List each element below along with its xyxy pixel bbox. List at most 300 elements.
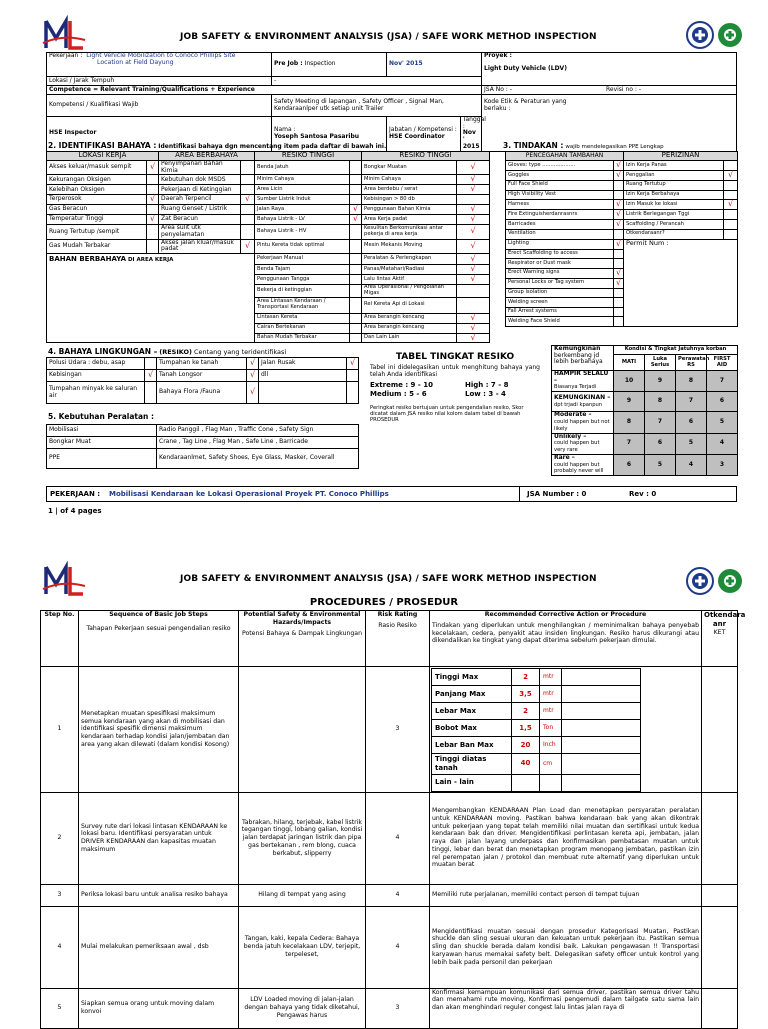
area-item: Kebutuhan dok MSDS [159, 175, 241, 185]
procedures-title: PROCEDURES / PROSEDUR [309, 597, 459, 608]
footer-pekerjaan-label: PEKERJAAN : [50, 490, 101, 498]
col-perizinan: PERIZINAN [624, 152, 738, 161]
pencegahan-item: Barricades [506, 220, 614, 230]
competence-note: Competence = Relevant Training/Qualifications + Experience [47, 86, 482, 95]
resiko1-item: Jalan Raya [255, 205, 350, 215]
resiko1-item: Pintu Kereta tidak optimal [255, 239, 350, 253]
pencegahan-item: Welding screen [506, 298, 614, 308]
perizinan-item: Otkendaraanr? [624, 230, 724, 240]
check-mark-icon: √ [614, 268, 624, 278]
col-resiko-tinggi-2: RESIKO TINGGI [362, 152, 490, 161]
check-cell [350, 284, 362, 297]
check-cell [724, 180, 738, 190]
lokasi-item: Temperatur Tinggi [47, 215, 147, 225]
pekerjaan-value: Light Vehicle Mobilization to Conoco Phillips Site [86, 52, 236, 59]
pencegahan-item: Gloves: type .................... [506, 161, 614, 171]
matrix-cell: 6 [707, 392, 738, 412]
check-cell [614, 298, 624, 308]
col-area-berbahaya: AREA BERBAHAYA [159, 152, 255, 161]
check-mark-icon: √ [724, 200, 738, 210]
pencegahan-item: Ventilation [506, 230, 614, 240]
level-low: Low : 3 - 4 [465, 390, 506, 398]
company-logo-icon [43, 18, 87, 52]
matrix-row-label: Moderate – could happen but not likely [552, 412, 614, 433]
env-tumpahan-saluran: Tumpahan minyak ke saluran air [47, 382, 145, 404]
safety-seals-icon [686, 20, 746, 50]
proyek-label: Proyek : [484, 52, 512, 59]
matrix-col: Luka Serius [645, 355, 676, 371]
check-cell [350, 275, 362, 285]
table-row [47, 185, 490, 195]
table-row [506, 190, 738, 200]
table-row: 2 Survey rute dari lokasi lintasan KENDARAAN ke lokasi baru. Identifikasi persyaratan untuk DRIVER KENDARAAN dan kapasitas muatan maksimum Tabrakan, hilang, terjebak, kabel listrik tegangan tinggi, lobang galian, kondisi jalan terdapat jaringan listrik dan pipa gas bertekanan , rem blong, cuaca berkabut, slipperry 4 Mengembangkan KENDARAAN Plan Load dan menetapkan persyaratan peralatan untuk KENDARAAN moving. Pastikan bahwa kendaraan bak yang akan dikontrak untuk pekerjaan yang tepat telah memiliki nilai muatan dan sertifikasi untuk kedua kendaraan bak dan driver. Mengidentifikasi perlintasan kereta api, jembatan, jalan raya dan jalan layang underpass dan konfirmasikan pembatasan muatan untuk tinggi, lebar dan berat dan menetapkan program menopang jembatan, pastikan izin rel perempatan jalan / protokol dan membuat rute alternatif yang diperlukan untuk muatan berat [41, 792, 738, 884]
check-cell [724, 161, 738, 171]
bahan-berbahaya: BAHAN BERBAHAYA DI AREA KERJA [47, 254, 255, 343]
resiko1-item: Bahaya Listrik - HV [255, 225, 350, 239]
resiko2-item: Bongkar Muatan [362, 161, 457, 175]
resiko1-item: Sumber Listrik Induk [255, 195, 350, 205]
pekerjaan-label: Pekerjaan : [49, 52, 83, 59]
tindakan-title: 3. TINDAKAN : wajib mendelegasikan PPE Lengkap [503, 141, 664, 150]
risk-matrix [551, 345, 737, 476]
matrix-col: Perawatan RS [676, 355, 707, 371]
col-recommended: Recommended Corrective Action or Procedure [484, 611, 647, 618]
check-mark-icon: √ [241, 195, 255, 205]
col-potential: Potential Safety & Environmental Hazards/Impacts [243, 611, 361, 626]
area-item: Daerah Terpencil [159, 195, 241, 205]
col-pencegahan: PENCEGAHAN TAMBAHAN [506, 152, 624, 161]
tabel-resiko-note: Peringkat resiko bertujuan untuk pengendalian resiko, Skor dicatat dalam JSA resiko nilai kolom dalam tabel di bawah PROSEDUR [370, 405, 524, 423]
resiko2-item: Peralatan & Perlengkapan [362, 254, 457, 265]
lokasi-item: Terperosok [47, 195, 147, 205]
check-mark-icon: √ [457, 185, 490, 195]
matrix-col: MATI [614, 355, 645, 371]
col-risk-sub: Rasio Resiko [378, 621, 417, 629]
matrix-kemungkinan: Kemungkinan [554, 345, 601, 352]
resiko2-item: Minim Cahaya [362, 175, 457, 185]
dimension-row: Bobot Max 1,5 Ton [432, 720, 641, 737]
pencegahan-item: Goggles [506, 170, 614, 180]
table-row [506, 220, 738, 230]
resiko2-item: Panas/Matahari/Radiasi [362, 265, 457, 275]
check-cell [614, 288, 624, 298]
check-cell [724, 230, 738, 240]
table-row [47, 225, 490, 239]
matrix-cell: 9 [645, 371, 676, 392]
resiko1-item: Bekerja di ketinggian [255, 284, 350, 297]
check-cell [350, 333, 362, 343]
form-date: Nov' 2015 [387, 53, 482, 77]
check-cell [241, 185, 255, 195]
identifikasi-table [46, 151, 489, 343]
dimension-row: Lebar Max 2 mtr [432, 703, 641, 720]
matrix-cell: 10 [614, 371, 645, 392]
resiko2-item: Kebisingan > 80 db [362, 195, 457, 205]
perizinan-item: Izin Masuk ke lokasi [624, 200, 724, 210]
page-title: JOB SAFETY & ENVIRONMENT ANALYSIS (JSA) / SAFE WORK METHOD INSPECTION [180, 32, 597, 42]
check-cell [614, 317, 624, 327]
matrix-row-label: Unlikely – could happen but very rare [552, 433, 614, 454]
table-row [552, 433, 738, 454]
col-resiko-tinggi-1: RESIKO TINGGI [255, 152, 362, 161]
lokasi-value: - [272, 77, 482, 86]
tabel-resiko [370, 352, 540, 423]
kompetensi-value: Safety Meeting di lapangan , Safety Officer , Signal Man, Kendaraanlper utk setiap unit Trailer [272, 95, 482, 117]
hse-inspector: HSE Inspector [47, 117, 272, 152]
resiko1-item: Minim Cahaya [255, 175, 350, 185]
check-mark-icon: √ [614, 210, 624, 220]
check-mark-icon: √ [457, 265, 490, 275]
env-polusi: Polusi Udara : debu, asap [47, 358, 145, 370]
check-mark-icon: √ [457, 215, 490, 225]
matrix-cell: 5 [645, 454, 676, 475]
check-mark-icon: √ [457, 275, 490, 285]
table-row: 4 Mulai melakukan pemeriksaan awal , dsb Tangan, kaki, kepala Cedera: Bahaya benda jatuh kecelakaan LDV, terjepit, terpeleset, 4 Mengidentifikasi muatan sesuai dengan prosedur Kategorisasi Muatan, Pastikan shuckle dan sling sesuai ukuran dan kekuatan untuk pekerjaan itu. Pastikan semua sling dan shuckle berada dalam kondisi baik. Lakukan pengawasan !! Transportasi karyawan harus memakai safety belt. Delegasikan safety officer untuk kontrol yang lebih baik pada personil dan pekerjaan [41, 906, 738, 988]
check-mark-icon: √ [247, 382, 259, 404]
resiko1-item: Benda Jatuh [255, 161, 350, 175]
check-mark-icon: √ [457, 254, 490, 265]
jabatan-label: Jabatan / Kompetensi : [389, 126, 457, 134]
matrix-cell: 8 [614, 412, 645, 433]
table-row [47, 239, 490, 253]
page1-footer [46, 486, 737, 502]
table-row [506, 161, 738, 171]
area-item: Akses jalan kluar/masuk padat [159, 239, 241, 253]
check-cell [457, 297, 490, 313]
table-row [506, 180, 738, 190]
perizinan-item: Scaffolding / Perancah [624, 220, 724, 230]
table-row [506, 200, 738, 210]
check-mark-icon: √ [247, 370, 259, 382]
permit-number: Permit Num : [624, 239, 738, 326]
col-step-no: Step No. [41, 611, 79, 667]
matrix-cell: 6 [614, 454, 645, 475]
kompetensi-label: Kompetensi / Kualifikasi Wajib [47, 95, 272, 117]
table-row [552, 371, 738, 392]
table-row [552, 392, 738, 412]
check-mark-icon: √ [457, 313, 490, 323]
resiko2-item: Lalu lintas Aktif [362, 275, 457, 285]
resiko1-item: Bahan Mudah Terbakar [255, 333, 350, 343]
tanggal-value: Nov ' 2015 [462, 129, 480, 150]
check-mark-icon: √ [457, 205, 490, 215]
table-row [47, 205, 490, 215]
env-flora-fauna: Bahaya Flora /Fauna [157, 382, 247, 404]
footer-pekerjaan-value: Mobilisasi Kendaraan ke Lokasi Operasional Proyek PT. Conoco Phillips [109, 490, 389, 498]
tanggal-label: Tanggal : [462, 116, 486, 130]
pencegahan-item: Erect Scaffolding to access [506, 249, 614, 259]
pencegahan-item: Respirator or Dust mask [506, 259, 614, 269]
dimension-row: Panjang Max 3,5 mtr [432, 686, 641, 703]
table-row [552, 412, 738, 433]
check-cell [614, 180, 624, 190]
check-mark-icon: √ [457, 161, 490, 175]
resiko2-item: Area berdebu / serat [362, 185, 457, 195]
check-cell [147, 225, 159, 239]
dimension-row: Lain - lain [432, 774, 641, 791]
check-cell [457, 284, 490, 297]
kebutuhan-table [46, 424, 358, 469]
prejob-value: Inspection [304, 60, 336, 67]
check-cell [350, 175, 362, 185]
table-row: 1 Menetapkan muatan spesifikasi maksimum semua kendaraan yang akan di mobilisasi dan identifikasi spesifik dimensi maksimum kendaraan terhadap kondisi jalan/jembatan dan area yang akan dilewati (dalam kondisi Kosong) 3 Tinggi Max 2 mtr Panjang Max 3,5 mtr Lebar Max 2 mtr Bobot Max 1,5 Ton Lebar Ban Max 20 Inch Tinggi diatas tanah 40 cm Lain - lain [41, 667, 738, 793]
table-row [47, 195, 490, 205]
check-cell [350, 239, 362, 253]
check-cell [614, 307, 624, 317]
perizinan-item: Listrik Berlegangan Tggi [624, 210, 724, 220]
kebutuhan-bongkar-value: Crane , Tag Line , Flag Man , Safe Line , Barricade [157, 437, 359, 449]
pencegahan-item: Group isolation [506, 288, 614, 298]
pekerjaan-location: Location at Field Dayung [97, 58, 174, 66]
check-mark-icon: √ [457, 333, 490, 343]
table-row [506, 210, 738, 220]
resiko2-item: Area Kerja padat [362, 215, 457, 225]
check-mark-icon: √ [457, 323, 490, 333]
col-otkendaraanr: Otkendara anr [704, 611, 746, 628]
table-row: 3 Periksa lokasi baru untuk analisa resiko bahaya Hilang di tempat yang asing 4 Memiliki rute perjalanan, memiliki contact person di tempat tujuan [41, 884, 738, 906]
resiko2-item: Dan Lain Lain [362, 333, 457, 343]
dimension-row: Lebar Ban Max 20 Inch [432, 737, 641, 754]
pencegahan-item: Fall Arrest systems [506, 307, 614, 317]
tabel-resiko-desc: Tabel ini didelegasikan untuk menghitung bahaya yang telah Anda identifikasi [370, 364, 540, 378]
footer-rev: Rev : 0 [629, 490, 657, 498]
matrix-cell: 7 [645, 412, 676, 433]
matrix-col: FIRST AID [707, 355, 738, 371]
proyek-value: Light Duty Vehicle (LDV) [484, 65, 567, 73]
check-mark-icon: √ [147, 195, 159, 205]
nama-label: Nama : [274, 126, 296, 134]
pencegahan-item: Full Face Shield [506, 180, 614, 190]
company-logo-icon [43, 564, 87, 598]
col-recommended-sub: Tindakan yang diperlukan untuk menghilangkan / meminimalkan bahaya penyebab kecelakaan, cedera, penyakit atau insiden lingkungan. Resiko harus dikurangi atau dikendalikan ke tingkat yang dapat diterima sebelum pekerjaan dimulai. [432, 621, 699, 645]
check-cell [724, 210, 738, 220]
check-cell [457, 195, 490, 205]
check-mark-icon: √ [457, 239, 490, 253]
lokasi-label: Lokasi / Jarak Tempuh [47, 77, 272, 86]
check-mark-icon: √ [350, 215, 362, 225]
area-item: Pekerjaan di Ketinggian [159, 185, 241, 195]
level-extreme: Extreme : 9 - 10 [370, 381, 433, 389]
matrix-row-label: Rare – could happen but probably never will [552, 454, 614, 475]
check-cell [614, 259, 624, 269]
check-mark-icon: √ [241, 239, 255, 253]
pencegahan-item: Lighting [506, 239, 614, 249]
tabel-resiko-title: TABEL TINGKAT RESIKO [395, 352, 515, 362]
table-row [552, 454, 738, 475]
table-row [47, 215, 490, 225]
dimension-row: Tinggi diatas tanah 40 cm [432, 754, 641, 775]
check-cell [350, 161, 362, 175]
check-mark-icon: √ [614, 239, 624, 249]
pencegahan-item: Harness [506, 200, 614, 210]
perizinan-item: Izin Kerja Panas [624, 161, 724, 171]
resiko2-item: Penggunaan Bahan Kimia [362, 205, 457, 215]
check-mark-icon: √ [724, 170, 738, 180]
resiko1-item: Cairan Bertekanan [255, 323, 350, 333]
check-mark-icon: √ [145, 370, 157, 382]
table-row: 5 Siapkan semua orang untuk moving dalam konvoi LDV Loaded moving di jalan-jalan dengan bahaya yang tidak diketahui, Pengawas harus 3 Konfirmasi kemampuan komunikasi dari semua driver, pastikan semua driver tahu dan memahami rute moving, Konfirmasi pengemudi dalam tailgate satu sama lain dan akan menghindari reguler congest lalu lintas jalan raya di [41, 988, 738, 1028]
matrix-cell: 5 [676, 433, 707, 454]
check-cell [614, 249, 624, 259]
check-mark-icon: √ [614, 220, 624, 230]
check-mark-icon: √ [614, 161, 624, 171]
lingkungan-table [46, 357, 358, 404]
area-item: Penyimpanan Bahan Kimia [159, 161, 241, 175]
col-sequence-sub: Tahapan Pekerjaan sesuai pengendalian resiko [86, 624, 231, 632]
pencegahan-item: Welding Face Shield [506, 317, 614, 327]
check-cell [241, 205, 255, 215]
resiko2-item: Kesulitan Berkomunikasi antar pekerja di area kerja [362, 225, 457, 239]
page2-title: JOB SAFETY & ENVIRONMENT ANALYSIS (JSA) / SAFE WORK METHOD INSPECTION [180, 574, 597, 584]
matrix-kondisi: Kondisi & Tingkat Jatuhnya korban [614, 346, 738, 355]
resiko2-item: Mesin Mekanis Moving [362, 239, 457, 253]
kebutuhan-ppe-value: Kendaraanlmet, Safety Shoes, Eye Glass, Masker, Coverall [157, 449, 359, 469]
check-mark-icon: √ [614, 200, 624, 210]
perizinan-item: Penggalian [624, 170, 724, 180]
matrix-cell: 6 [645, 433, 676, 454]
col-sequence: Sequence of Basic Job Steps [109, 611, 208, 618]
kebutuhan-ppe: PPE [47, 449, 157, 469]
resiko2-item: Area berangin kencang [362, 323, 457, 333]
check-mark-icon: √ [147, 215, 159, 225]
lokasi-item: Kekurangan Oksigen [47, 175, 147, 185]
matrix-cell: 7 [614, 433, 645, 454]
safety-seals-icon [686, 566, 746, 596]
kebutuhan-mobilisasi-value: Radio Panggil , Flag Man , Traffic Cone , Safety Sign [157, 425, 359, 437]
dimension-row: Tinggi Max 2 mtr [432, 669, 641, 686]
matrix-cell: 8 [645, 392, 676, 412]
env-kebisingan: Kebisingan [47, 370, 145, 382]
check-cell [147, 185, 159, 195]
prejob-label: Pre Job : [274, 60, 303, 67]
check-cell [350, 323, 362, 333]
check-cell [147, 205, 159, 215]
check-mark-icon: √ [347, 358, 359, 370]
check-cell [147, 175, 159, 185]
pencegahan-item: Fire Extinguisherdanrasnrs [506, 210, 614, 220]
check-mark-icon: √ [247, 358, 259, 370]
resiko2-item: Rel Kereta Api di Lokasi [362, 297, 457, 313]
col-risk: Risk Rating [377, 611, 418, 618]
resiko1-item: Area Lintasan Kendaraan / Transportasi Kendaraan [255, 297, 350, 313]
lokasi-item: Kelebihan Oksigen [47, 185, 147, 195]
perizinan-item: Izin Kerja Berbahaya [624, 190, 724, 200]
resiko1-item: Benda Tajam [255, 265, 350, 275]
check-mark-icon: √ [350, 205, 362, 215]
matrix-cell: 4 [676, 454, 707, 475]
check-cell [350, 254, 362, 265]
kode-etik: Kode Etik & Peraturan yang berlaku : [484, 98, 567, 112]
procedures-table [40, 610, 746, 1029]
lingkungan-title: 4. BAHAYA LINGKUNGAN – (RESIKO) Centang yang teridentifikasi [48, 347, 287, 356]
check-cell [724, 220, 738, 230]
identifikasi-title: 2. IDENTIFIKASI BAHAYA : Identifikasi bahaya dgn mencentang item pada daftar di bawah ini. [48, 141, 387, 150]
lokasi-item: Gas Mudah Terbakar [47, 239, 147, 253]
area-item: Area sulit utk penyelamatan [159, 225, 241, 239]
resiko1-item: Penggunaan Tangga [255, 275, 350, 285]
lokasi-item: Akses keluar/masuk sempit [47, 161, 147, 175]
level-high: High : 7 - 8 [465, 381, 509, 389]
matrix-cell: 3 [707, 454, 738, 475]
check-mark-icon: √ [457, 225, 490, 239]
lokasi-item: Ruang Tertutup /sempit [47, 225, 147, 239]
check-cell [350, 313, 362, 323]
page-indicator: 1 | of 4 pages [48, 507, 102, 515]
footer-jsa-number: JSA Number : 0 [527, 490, 587, 498]
check-mark-icon: √ [147, 161, 159, 175]
matrix-cell: 4 [707, 433, 738, 454]
revisi-no: Revisi no : - [606, 85, 641, 93]
env-tanah-longsor: Tanah Longsor [157, 370, 247, 382]
kebutuhan-mobilisasi: Mobilisasi [47, 425, 157, 437]
check-cell [614, 230, 624, 240]
resiko1-item: Bahaya Listrik - LV [255, 215, 350, 225]
check-cell [241, 225, 255, 239]
matrix-kemungkinan-sub: berkembang jd lebih berbahaya [554, 351, 603, 366]
pencegahan-item: Erect Warning signs [506, 268, 614, 278]
col-lokasi-kerja: LOKASI KERJA [47, 152, 159, 161]
matrix-cell: 8 [676, 371, 707, 392]
env-dll: dll [259, 370, 347, 382]
check-mark-icon: √ [614, 170, 624, 180]
nama-value: Yoseph Santosa Pasaribu [274, 132, 360, 140]
check-cell [350, 195, 362, 205]
pencegahan-item: High Visibility Vest [506, 190, 614, 200]
level-medium: Medium : 5 - 6 [370, 390, 427, 398]
resiko2-item: Area berangin kencang [362, 313, 457, 323]
pencegahan-item: Personal Locks or Tag system [506, 278, 614, 288]
matrix-row-label: HAMPIR SELALU – Biasanya Terjadi [552, 371, 614, 392]
matrix-cell: 9 [614, 392, 645, 412]
check-cell [241, 161, 255, 175]
resiko2-item: Area Operasional / Pengolahan Migas [362, 284, 457, 297]
check-cell [350, 185, 362, 195]
env-tumpahan-tanah: Tumpahan ke tanah [157, 358, 247, 370]
resiko1-item: Pekerjaan Manual [255, 254, 350, 265]
resiko1-item: Lintasan Kereta [255, 313, 350, 323]
jabatan-value: HSE Coordinator [389, 132, 445, 140]
check-cell [350, 265, 362, 275]
kebutuhan-bongkar: Bongkar Muat [47, 437, 157, 449]
table-row [47, 254, 490, 265]
check-mark-icon: √ [457, 175, 490, 185]
resiko1-item: Area Licin [255, 185, 350, 195]
check-cell [147, 239, 159, 253]
jsa-no: JSA No : - [484, 85, 512, 93]
kebutuhan-title: 5. Kebutuhan Peralatan : [48, 412, 154, 421]
area-item: Ruang Genset / Listrik [159, 205, 241, 215]
table-row [506, 239, 738, 249]
col-potential-sub: Potensi Bahaya & Dampak Lingkungan [241, 629, 363, 637]
tindakan-table [505, 151, 737, 327]
check-cell [350, 225, 362, 239]
matrix-cell: 7 [707, 371, 738, 392]
perizinan-item: Ruang Tertutup [624, 180, 724, 190]
table-row [506, 230, 738, 240]
col-ket: KET [713, 628, 726, 636]
check-cell [241, 175, 255, 185]
table-row [47, 175, 490, 185]
env-jalan-rusak: Jalan Rusak [259, 358, 347, 370]
table-row [506, 170, 738, 180]
check-cell [350, 297, 362, 313]
table-row [47, 161, 490, 175]
matrix-row-label: KEMUNGKINAN – dpt trjadi kpanpun [552, 392, 614, 412]
lokasi-item: Gas Beracun [47, 205, 147, 215]
matrix-cell: 7 [676, 392, 707, 412]
area-item: Zat Beracun [159, 215, 241, 225]
check-mark-icon: √ [614, 278, 624, 288]
